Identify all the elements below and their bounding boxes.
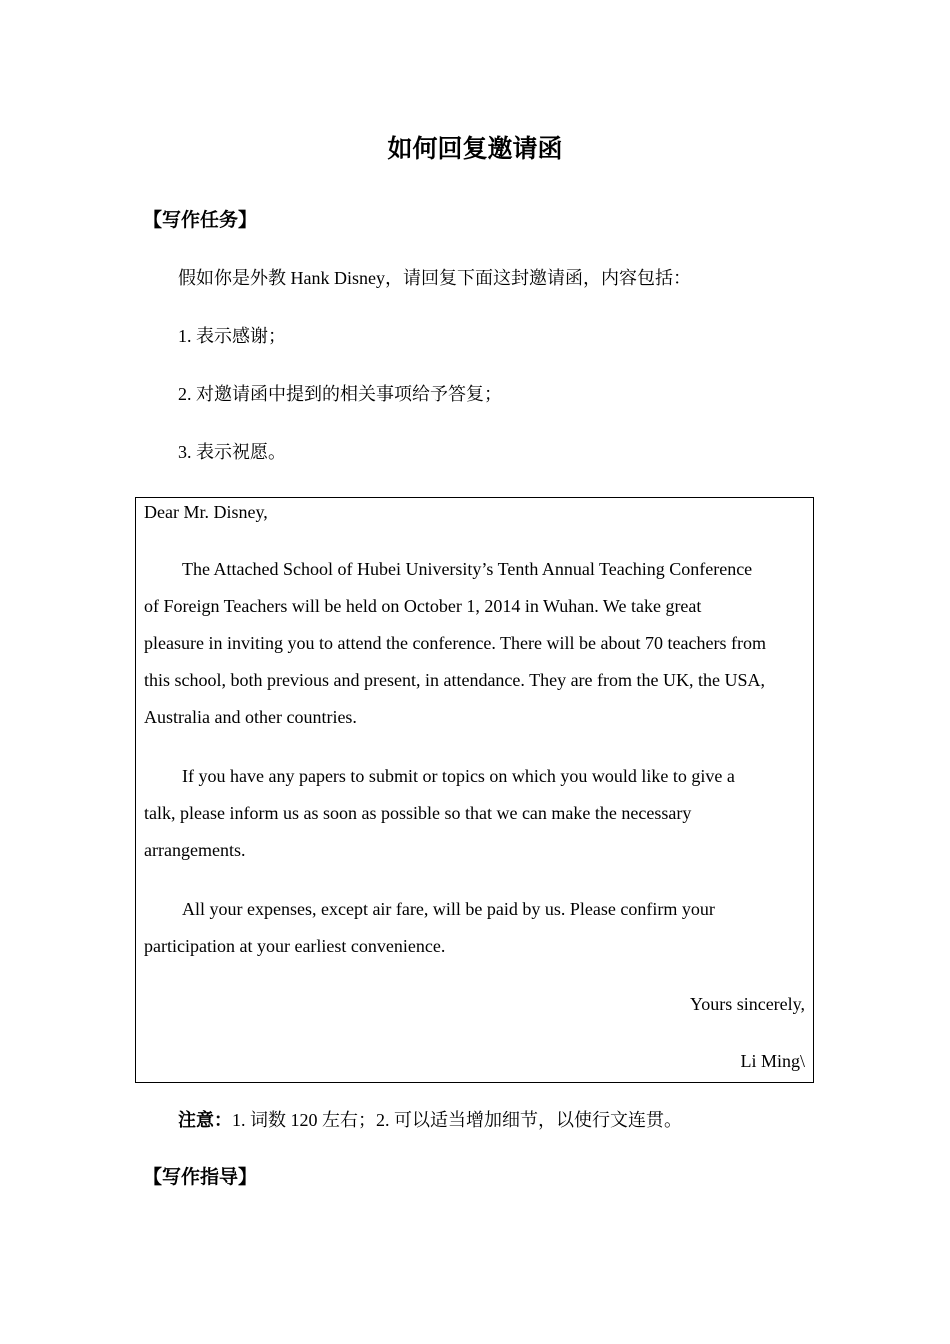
letter-line: Australia and other countries. <box>144 707 357 727</box>
letter-signature: Li Ming\ <box>740 1051 805 1071</box>
guide-heading: 【写作指导】 <box>143 1167 258 1188</box>
letter-line: All your expenses, except air fare, will be paid by us. Please confirm your <box>182 899 715 919</box>
letter-line: talk, please inform us as soon as possible so that we can make the necessary <box>144 803 692 823</box>
note-text: 1. 词数 120 左右；2. 可以适当增加细节，以使行文连贯。 <box>232 1110 682 1130</box>
writing-note <box>178 1106 682 1134</box>
letter-line: pleasure in inviting you to attend the conference. There will be about 70 teachers from <box>144 633 766 653</box>
letter-closing: Yours sincerely, <box>690 994 805 1014</box>
task-intro: 假如你是外教 Hank Disney，请回复下面这封邀请函，内容包括： <box>178 268 691 288</box>
task-item-3: 3. 表示祝愿。 <box>178 442 286 462</box>
task-item-1: 1. 表示感谢； <box>178 326 286 346</box>
invitation-letter-box <box>135 497 814 1083</box>
letter-line: If you have any papers to submit or topics on which you would like to give a <box>182 766 735 786</box>
task-heading: 【写作任务】 <box>143 210 258 231</box>
letter-line: this school, both previous and present, in attendance. They are from the UK, the USA, <box>144 670 766 690</box>
task-item-2: 2. 对邀请函中提到的相关事项给予答复； <box>178 384 502 404</box>
letter-line: of Foreign Teachers will be held on October 1, 2014 in Wuhan. We take great <box>144 596 702 616</box>
letter-salutation: Dear Mr. Disney, <box>144 502 268 522</box>
letter-line: participation at your earliest convenience. <box>144 936 446 956</box>
page-title: 如何回复邀请函 <box>387 136 563 163</box>
letter-line: arrangements. <box>144 840 246 860</box>
note-label: 注意： <box>178 1110 232 1130</box>
letter-line: The Attached School of Hubei University’s Tenth Annual Teaching Conference <box>182 559 753 579</box>
